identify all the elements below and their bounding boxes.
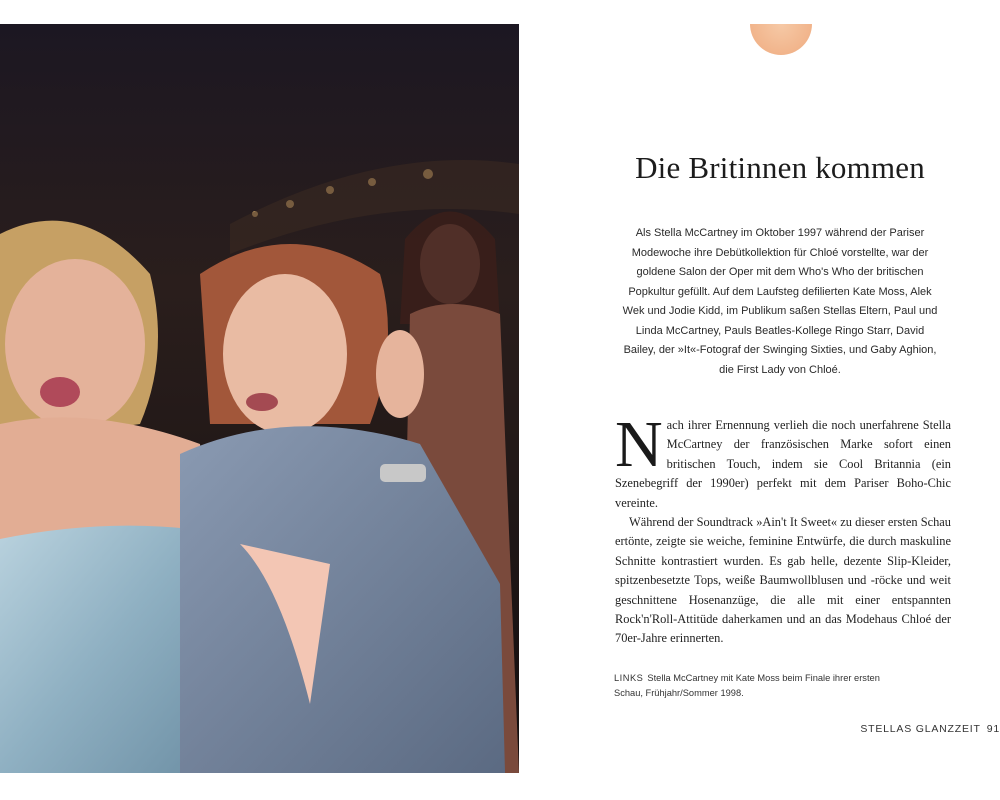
decorative-circle: [750, 24, 812, 55]
caption-text: Stella McCartney mit Kate Moss beim Finale ihrer ersten Schau, Frühjahr/Sommer 1998.: [614, 673, 880, 698]
running-footer: [860, 723, 1000, 735]
body-paragraph: [615, 408, 951, 513]
photo-caption: [614, 671, 884, 701]
section-title: STELLAS GLANZZEIT: [860, 723, 981, 735]
page-number: 91: [986, 723, 1000, 735]
body-paragraph: Während der Soundtrack »Ain't It Sweet« zu dieser ersten Schau ertönte, zeigte sie weiche, feminine Entwürfe, die durch maskuline Schnitte kontrastiert wurden. Es gab helle, dezente Slip-Kleider, spitzenbesetzte Tops, weiße Baumwollblusen und -röcke und weit geschnittene Hosenanzüge, die alle mit einer entspannten Rock'n'Roll-Attitüde daherkamen und an das Modehaus Chloé der 70er-Jahre erinnerten.: [615, 515, 951, 646]
paragraph-text: ach ihrer Ernennung verlieh die noch unerfahrene Stella McCartney der französischen Marke sofort einen britischen Touch, indem sie Cool Britannia (ein Szenebegriff der 1990er) perfekt mit dem Pariser Boho-Chic vereinte.: [615, 418, 951, 510]
runway-photo: [0, 24, 519, 773]
caption-label: LINKS: [614, 673, 644, 683]
body-text: [615, 408, 951, 649]
intro-paragraph: Als Stella McCartney im Oktober 1997 während der Pariser Modewoche ihre Debütkollektion für Chloé vorstellte, war der goldene Salon der Oper mit dem Who's Who der britischen Popkultur gefüllt. Auf dem Laufsteg defilierten Kate Moss, Alek Wek und Jodie Kidd, im Publikum saßen Stellas Eltern, Paul und Linda McCartney, Pauls Beatles-Kollege Ringo Starr, David Bailey, der »It«-Fotograf der Swinging Sixties, und Gaby Aghion, die First Lady von Chloé.: [622, 227, 938, 376]
drop-cap: N: [615, 408, 663, 481]
page-title: Die Britinnen kommen: [635, 150, 925, 185]
